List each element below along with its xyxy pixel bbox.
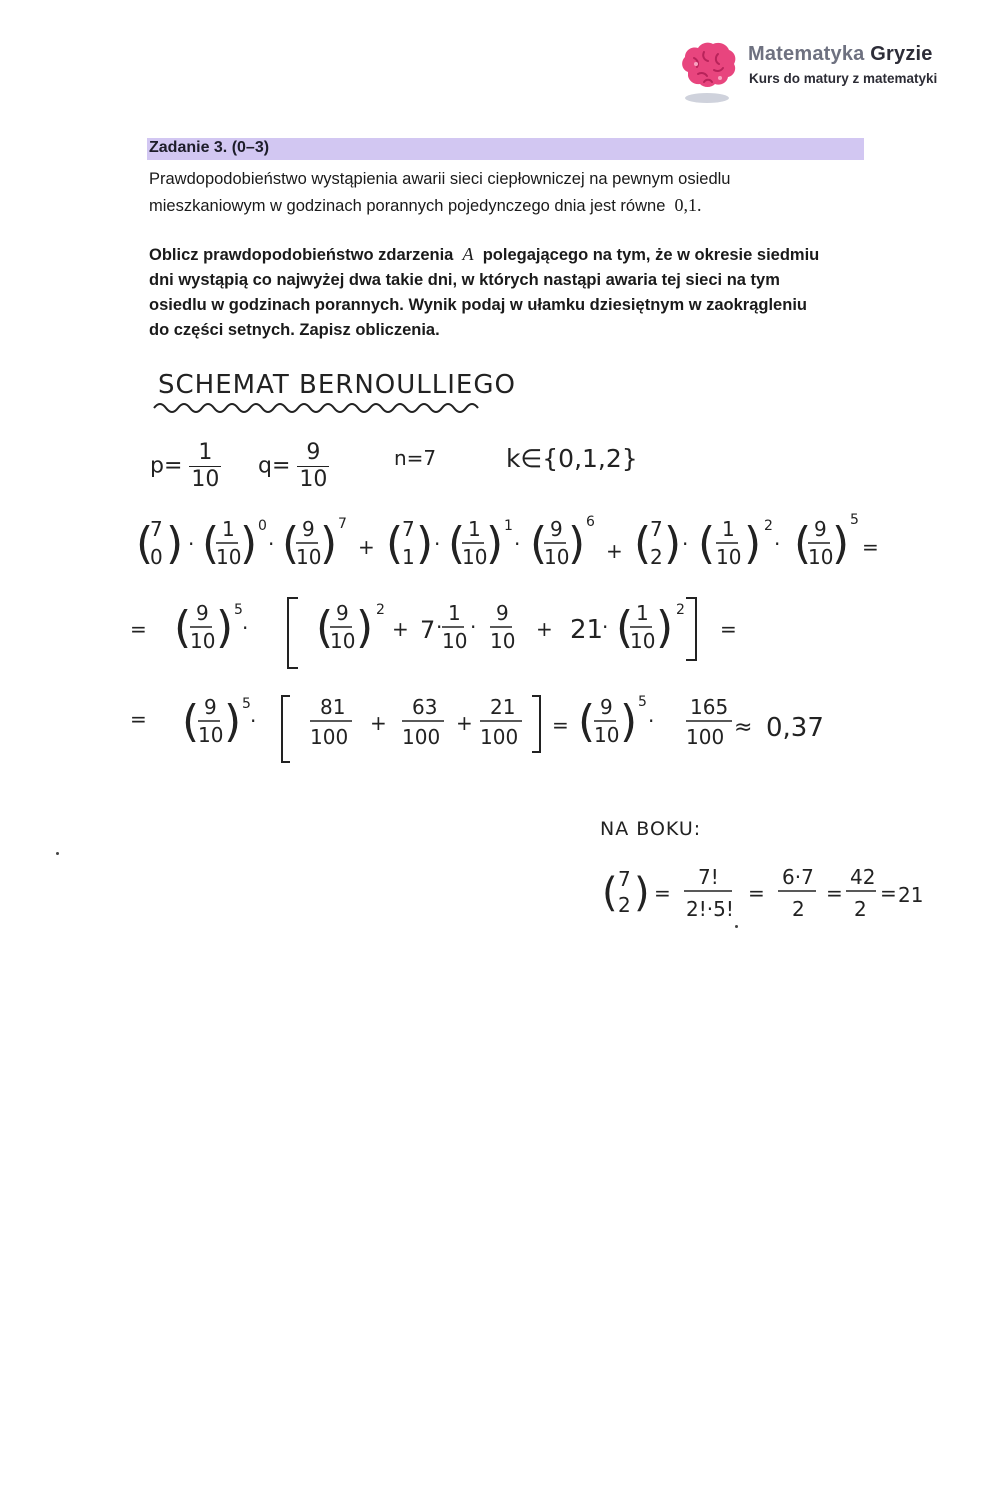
svg-text:·: · — [514, 532, 521, 556]
svg-text:+: + — [392, 617, 409, 641]
svg-text:2: 2 — [618, 893, 631, 917]
svg-text:·: · — [250, 709, 257, 733]
svg-text:1: 1 — [722, 517, 735, 541]
param-q-num: 9 — [306, 440, 321, 465]
svg-text:9: 9 — [302, 517, 315, 541]
svg-text:+: + — [358, 535, 375, 559]
svg-text:7: 7 — [402, 517, 415, 541]
param-k-set: k∈{0,1,2} — [506, 444, 638, 473]
svg-text:(: ( — [578, 696, 596, 747]
svg-text:=: = — [130, 707, 147, 731]
svg-text:1: 1 — [448, 601, 461, 625]
svg-text:9: 9 — [496, 601, 509, 625]
brand-name — [748, 43, 933, 66]
param-n: n=7 — [394, 446, 437, 470]
svg-text:(: ( — [448, 518, 466, 569]
svg-text:9: 9 — [600, 695, 613, 719]
svg-text:≈: ≈ — [734, 715, 753, 740]
aside-binomial-graphic — [602, 860, 942, 940]
svg-text:5: 5 — [638, 694, 647, 710]
svg-text:·: · — [470, 615, 477, 639]
svg-text:·: · — [188, 532, 195, 556]
svg-text:·: · — [268, 532, 275, 556]
question-line-3: osiedlu w godzinach porannych. Wynik podaj w ułamku dziesiętnym w zaokrągleniu — [149, 296, 807, 314]
svg-text:): ) — [634, 870, 650, 916]
svg-text:10: 10 — [594, 723, 620, 747]
brand-name-first: Matematyka — [748, 43, 865, 65]
svg-text:): ) — [224, 696, 242, 747]
svg-text:165: 165 — [690, 695, 729, 719]
svg-text:·: · — [242, 616, 249, 640]
svg-text:0: 0 — [258, 518, 267, 534]
svg-text:+: + — [606, 539, 623, 563]
param-p — [150, 442, 221, 491]
question-line-1b: polegającego na tym, że w okresie siedmiu — [482, 246, 820, 264]
svg-text:(: ( — [794, 518, 812, 569]
svg-text:(: ( — [174, 602, 192, 653]
svg-text:1: 1 — [222, 517, 235, 541]
svg-text:9: 9 — [814, 517, 827, 541]
svg-text:(: ( — [530, 518, 548, 569]
svg-text:1: 1 — [504, 518, 513, 534]
svg-text:42: 42 — [850, 865, 876, 889]
svg-text:(: ( — [182, 696, 200, 747]
svg-text:·: · — [648, 709, 655, 733]
svg-text:(: ( — [202, 518, 220, 569]
brand-logo — [674, 38, 974, 108]
svg-text:5: 5 — [234, 602, 243, 618]
svg-text:): ) — [664, 518, 682, 569]
equation-line-3 — [130, 686, 850, 776]
param-p-label: p= — [150, 453, 183, 479]
param-q-fraction — [297, 442, 329, 491]
svg-text:): ) — [356, 602, 374, 653]
question-line-2: dni wystąpią co najwyżej dwa takie dni, w których nastąpi awaria tej sieci na tym — [149, 271, 780, 289]
svg-text:(: ( — [386, 518, 404, 569]
svg-text:1: 1 — [402, 545, 415, 569]
svg-text:9: 9 — [550, 517, 563, 541]
svg-text:7: 7 — [650, 517, 663, 541]
param-q-den: 10 — [299, 467, 328, 492]
svg-text:+: + — [370, 711, 387, 735]
svg-text:10: 10 — [190, 629, 216, 653]
svg-text:10: 10 — [544, 545, 570, 569]
task-title: Zadanie 3. (0–3) — [149, 139, 270, 156]
svg-text:63: 63 — [412, 695, 438, 719]
brand-name-second: Gryzie — [870, 43, 933, 65]
svg-text:10: 10 — [462, 545, 488, 569]
task-text-line-2-body: mieszkaniowym w godzinach porannych pojedynczego dnia jest równe — [149, 197, 666, 215]
task-question — [149, 242, 869, 343]
param-p-num: 1 — [198, 440, 213, 465]
svg-text:0: 0 — [150, 545, 163, 569]
svg-text:9: 9 — [336, 601, 349, 625]
param-p-fraction — [189, 442, 221, 491]
task-text-line-1: Prawdopodobieństwo wystąpienia awarii sieci ciepłowniczej na pewnym osiedlu — [149, 170, 731, 188]
task-probability-value: 0,1. — [674, 195, 702, 215]
svg-text:=: = — [130, 617, 147, 641]
svg-text:2: 2 — [650, 545, 663, 569]
svg-text:2: 2 — [854, 897, 867, 921]
svg-text:(: ( — [282, 518, 300, 569]
svg-text:100: 100 — [480, 725, 519, 749]
svg-text:=: = — [862, 535, 879, 559]
svg-text:7: 7 — [618, 867, 631, 891]
svg-text:(: ( — [616, 602, 634, 653]
svg-text:): ) — [620, 696, 638, 747]
svg-text:21: 21 — [898, 883, 924, 907]
svg-text:6: 6 — [586, 514, 595, 530]
svg-text:+: + — [536, 617, 553, 641]
svg-text:): ) — [240, 518, 258, 569]
svg-text:9: 9 — [196, 601, 209, 625]
svg-text:10: 10 — [808, 545, 834, 569]
svg-text:): ) — [656, 602, 674, 653]
svg-text:(: ( — [634, 518, 652, 569]
svg-text:·: · — [682, 532, 689, 556]
svg-text:10: 10 — [490, 629, 516, 653]
svg-text:=: = — [826, 881, 843, 905]
svg-text:·: · — [774, 532, 781, 556]
svg-text:2: 2 — [676, 602, 685, 618]
final-result: 0,37 — [766, 713, 824, 743]
svg-text:10: 10 — [216, 545, 242, 569]
brand-tagline: Kurs do matury z matematyki — [749, 71, 938, 86]
svg-text:10: 10 — [296, 545, 322, 569]
svg-text:6·7: 6·7 — [782, 865, 814, 889]
svg-text:7: 7 — [420, 616, 436, 644]
svg-text:100: 100 — [310, 725, 349, 749]
equation-line-1-graphic — [130, 506, 900, 586]
question-line-1 — [149, 242, 869, 268]
svg-text:7: 7 — [150, 517, 163, 541]
svg-text:100: 100 — [402, 725, 441, 749]
svg-text:10: 10 — [330, 629, 356, 653]
scan-speck — [56, 852, 59, 855]
svg-text:·: · — [436, 615, 443, 639]
svg-text:+: + — [456, 711, 473, 735]
question-event-variable: A — [462, 244, 474, 264]
equation-line-2 — [130, 590, 770, 680]
svg-text:21: 21 — [570, 615, 604, 645]
svg-text:9: 9 — [204, 695, 217, 719]
svg-text:(: ( — [136, 518, 154, 569]
svg-text:7!: 7! — [698, 865, 719, 889]
svg-text:5: 5 — [850, 512, 859, 528]
question-line-1a: Oblicz prawdopodobieństwo zdarzenia — [149, 246, 454, 264]
scan-speck — [735, 925, 738, 928]
param-p-den: 10 — [191, 467, 220, 492]
svg-text:10: 10 — [716, 545, 742, 569]
svg-text:81: 81 — [320, 695, 346, 719]
svg-text:): ) — [832, 518, 850, 569]
svg-text:): ) — [166, 518, 184, 569]
svg-text:(: ( — [698, 518, 716, 569]
svg-text:=: = — [880, 881, 897, 905]
wavy-underline — [152, 400, 480, 416]
svg-text:5: 5 — [242, 696, 251, 712]
svg-text:=: = — [748, 881, 765, 905]
svg-text:10: 10 — [198, 723, 224, 747]
svg-text:2: 2 — [376, 602, 385, 618]
svg-text:7: 7 — [338, 516, 347, 532]
aside-label: NA BOKU: — [600, 818, 702, 840]
svg-text:2!·5!: 2!·5! — [686, 897, 734, 921]
svg-text:2: 2 — [792, 897, 805, 921]
svg-text:1: 1 — [636, 601, 649, 625]
svg-text:): ) — [416, 518, 434, 569]
svg-text:): ) — [320, 518, 338, 569]
svg-text:): ) — [568, 518, 586, 569]
svg-text:): ) — [486, 518, 504, 569]
question-line-4: do części setnych. Zapisz obliczenia. — [149, 321, 440, 339]
equation-line-2-graphic — [130, 590, 770, 680]
equation-line-1 — [130, 506, 900, 586]
svg-text:·: · — [434, 532, 441, 556]
equation-line-3-graphic — [130, 686, 850, 776]
task-statement — [149, 166, 869, 219]
param-q — [258, 442, 329, 491]
svg-text:=: = — [720, 617, 737, 641]
svg-text:=: = — [552, 713, 569, 737]
svg-text:(: ( — [316, 602, 334, 653]
svg-text:21: 21 — [490, 695, 516, 719]
svg-text:(: ( — [602, 870, 618, 916]
svg-text:·: · — [602, 615, 609, 639]
svg-text:10: 10 — [442, 629, 468, 653]
task-text-line-2 — [149, 192, 869, 219]
aside-binomial-calculation — [602, 860, 942, 945]
solution-heading: SCHEMAT BERNOULLIEGO — [158, 370, 516, 400]
svg-text:2: 2 — [764, 518, 773, 534]
parameters-line — [150, 442, 710, 502]
svg-text:): ) — [744, 518, 762, 569]
svg-text:=: = — [654, 881, 671, 905]
task-header-band — [147, 138, 864, 160]
svg-text:100: 100 — [686, 725, 725, 749]
svg-text:1: 1 — [468, 517, 481, 541]
brain-icon — [674, 38, 740, 104]
svg-text:10: 10 — [630, 629, 656, 653]
param-q-label: q= — [258, 453, 291, 479]
svg-text:): ) — [216, 602, 234, 653]
